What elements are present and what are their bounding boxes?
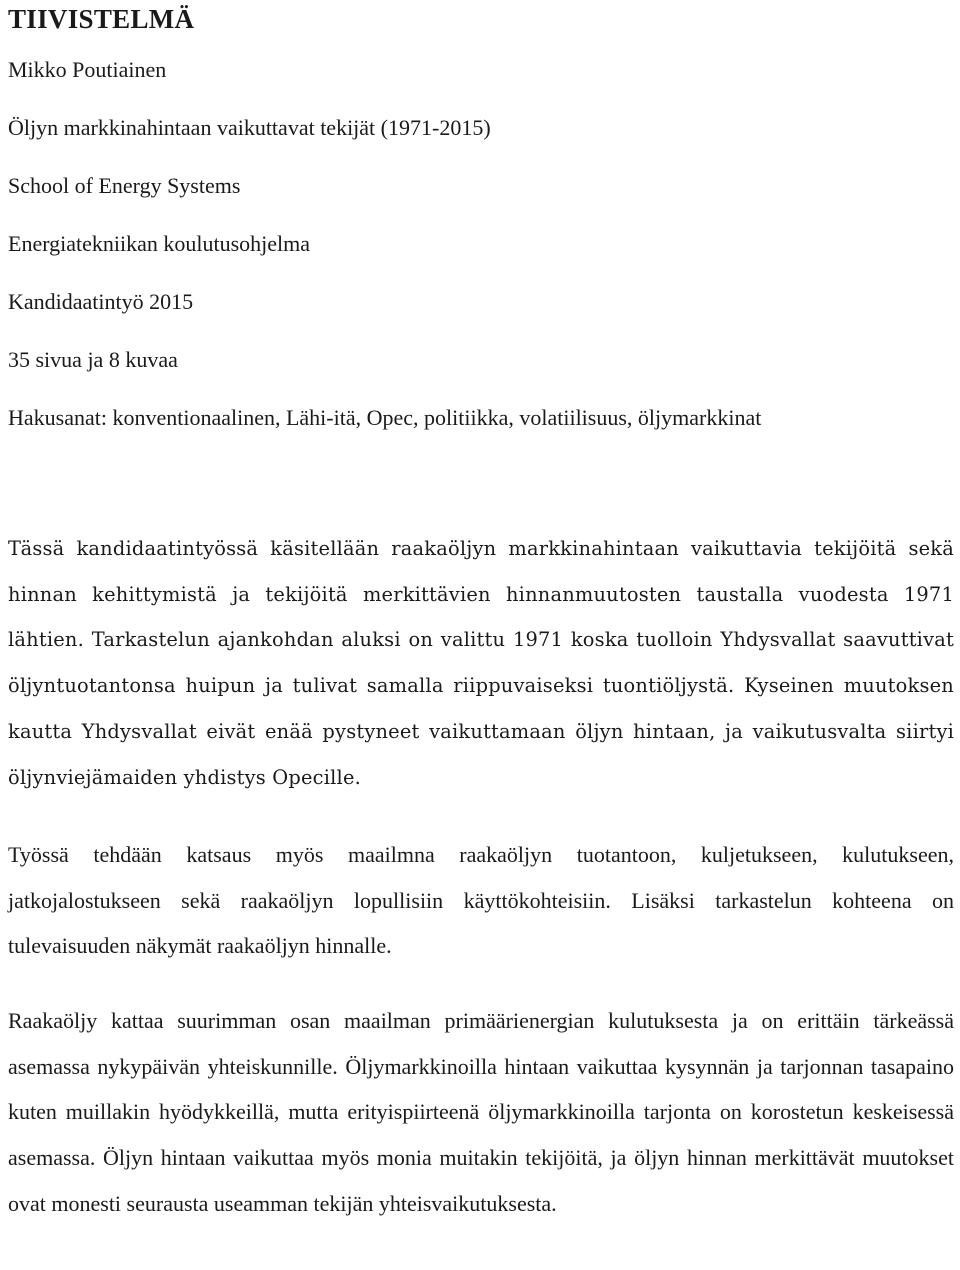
abstract-paragraph: Tässä kandidaatintyössä käsitellään raakaöljyn markkinahintaan vaikuttavia tekijöitä sekä hinnan kehittymistä ja tekijöitä merkittävien hinnanmuutosten taustalla vuodesta 1971 lähtien. Tarkastelun ajankohdan aluksi on valittu 1971 koska tuolloin Yhdysvallat saavuttivat öljyntuotantonsa huipun ja tulivat samalla riippuvaiseksi tuontiöljystä. Kyseinen muutoksen kautta Yhdysvallat eivät enää pystyneet vaikuttamaan öljyn hintaan, ja vaikutusvalta siirtyi öljynviejämaiden yhdistys Opecille. (8, 537, 954, 789)
school-name: School of Energy Systems (8, 173, 241, 198)
author-name: Mikko Poutiainen (8, 57, 167, 82)
document-heading: TIIVISTELMÄ (8, 4, 195, 34)
keywords: Hakusanat: konventionaalinen, Lähi-itä, Opec, politiikka, volatiilisuus, öljymarkkinat (8, 405, 762, 430)
thesis-type-year: Kandidaatintyö 2015 (8, 289, 194, 314)
abstract-paragraph: Työssä tehdään katsaus myös maailmna raakaöljyn tuotantoon, kuljetukseen, kulutukseen, jatkojalostukseen sekä raakaöljyn lopullisiin käyttökohteisiin. Lisäksi tarkastelun kohteena on tulevaisuuden näkymät raakaöljyn hinnalle. (8, 842, 954, 959)
degree-programme: Energiatekniikan koulutusohjelma (8, 231, 311, 256)
abstract-paragraph: Raakaöljy kattaa suurimman osan maailman primäärienergian kulutuksesta ja on erittäin tärkeässä asemassa nykypäivän yhteiskunnille. Öljymarkkinoilla hintaan vaikuttaa kysynnän ja tarjonnan tasapaino kuten muillakin hyödykkeillä, mutta erityispiirteenä öljymarkkinoilla tarjonta on korostetun keskeisessä asemassa. Öljyn hintaan vaikuttaa myös monia muitakin tekijöitä, ja öljyn hinnan merkittävät muutokset ovat monesti seurausta useamman tekijän yhteisvaikutuksesta. (8, 1008, 954, 1216)
page-count: 35 sivua ja 8 kuvaa (8, 347, 178, 372)
thesis-title: Öljyn markkinahintaan vaikuttavat tekijät (1971-2015) (8, 115, 491, 140)
